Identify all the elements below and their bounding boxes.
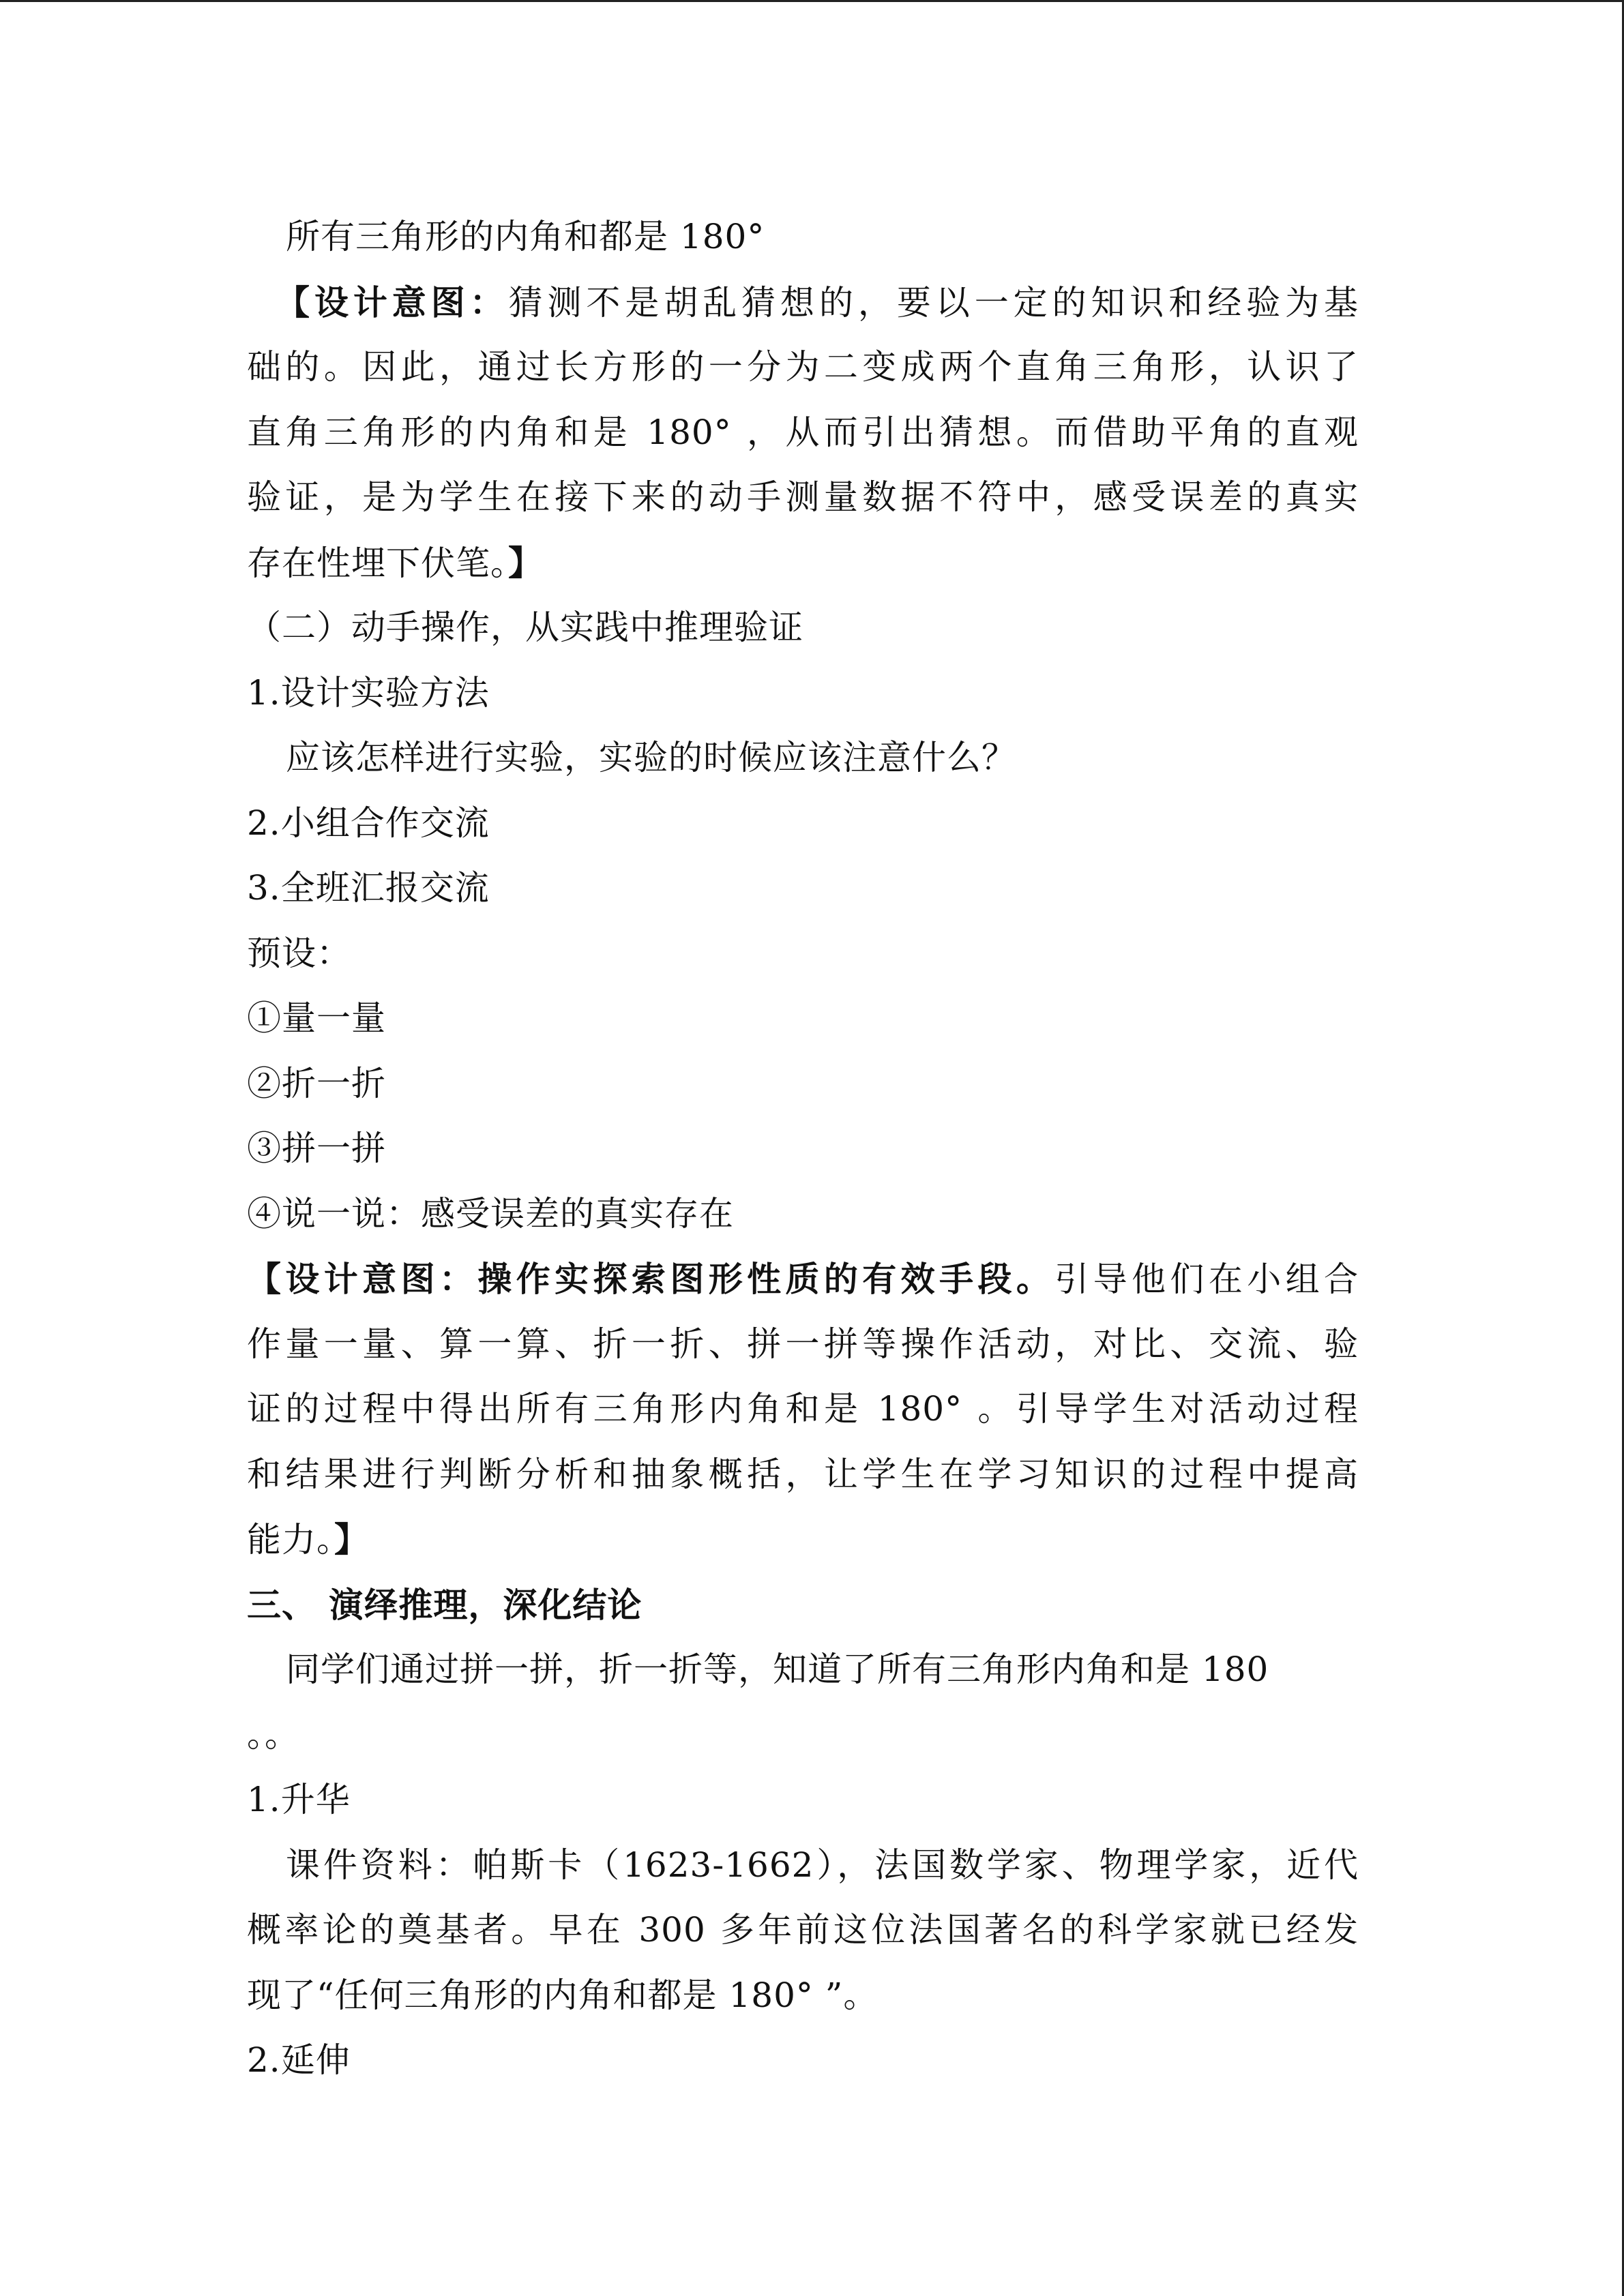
paragraph-line: 课件资料：帕斯卡（1623-1662），法国数学家、物理学家，近代 [286,1845,1359,1885]
bracket-close: 】 [334,1519,369,1560]
design-intent-label: 设计意图： [314,282,509,323]
paragraph-line: 概率论的奠基者。早在 300 多年前这位法国著名的科学家就已经发 [247,1910,1359,1950]
list-item: ③拼一拼 [247,1129,386,1168]
paragraph-line: 直角三角形的内角和是 180° ，从而引出猜想。而借助平角的直观 [247,412,1359,452]
design-intent-label: 【设计意图：操作实探索图形性质的有效手段。 [247,1259,1055,1299]
bracket-open: 【 [276,282,314,323]
paragraph-line: 能力。】 [247,1519,369,1560]
design-intent-line: 【设计意图：操作实探索图形性质的有效手段。引导他们在小组合 [247,1259,1359,1299]
bracket-close: 】 [508,542,543,583]
list-item: 1.设计实验方法 [247,672,490,713]
paragraph-line: 预设： [247,933,351,973]
paragraph-line: 和结果进行判断分析和抽象概括，让学生在学习知识的过程中提高 [247,1454,1359,1494]
design-intent-line: 【设计意图：猜测不是胡乱猜想的，要以一定的知识和经验为基 [276,282,1359,323]
list-item: ①量一量 [247,998,386,1038]
list-item: 3.全班汇报交流 [247,868,490,908]
list-item: 2.延伸 [247,2040,351,2080]
paragraph-line: 础的。因此，通过长方形的一分为二变成两个直角三角形，认识了 [247,347,1359,387]
paragraph-line: 同学们通过拼一拼，折一折等，知道了所有三角形内角和是 180 [286,1650,1269,1689]
list-item: ④说一说：感受误差的真实存在 [247,1193,734,1234]
paragraph-line: 存在性埋下伏笔。】 [247,542,543,583]
paragraph-line: 作量一量、算一算、折一折、拼一拼等操作活动，对比、交流、验 [247,1324,1359,1364]
paragraph-line: 现了“任何三角形的内角和都是 180° ”。 [247,1975,879,2015]
chapter-heading: 三、 演绎推理，深化结论 [247,1584,643,1625]
paragraph-line: 验证，是为学生在接下来的动手测量数据不符中，感受误差的真实 [247,477,1359,517]
section-heading: （二）动手操作，从实践中推理验证 [247,608,803,647]
list-item: 2.小组合作交流 [247,803,490,843]
list-item: 1.升华 [247,1780,351,1819]
paragraph-line: 应该怎样进行实验，实验的时候应该注意什么？ [286,738,1016,777]
page-border-top [0,0,1624,2]
list-item: ②折一折 [247,1063,386,1103]
document-body [247,205,1359,2093]
paragraph-line: 证的过程中得出所有三角形内角和是 180° 。引导学生对活动过程 [247,1389,1359,1429]
paragraph-line: 。。 [247,1714,299,1755]
paragraph-line: 所有三角形的内角和都是 180° [286,217,765,256]
